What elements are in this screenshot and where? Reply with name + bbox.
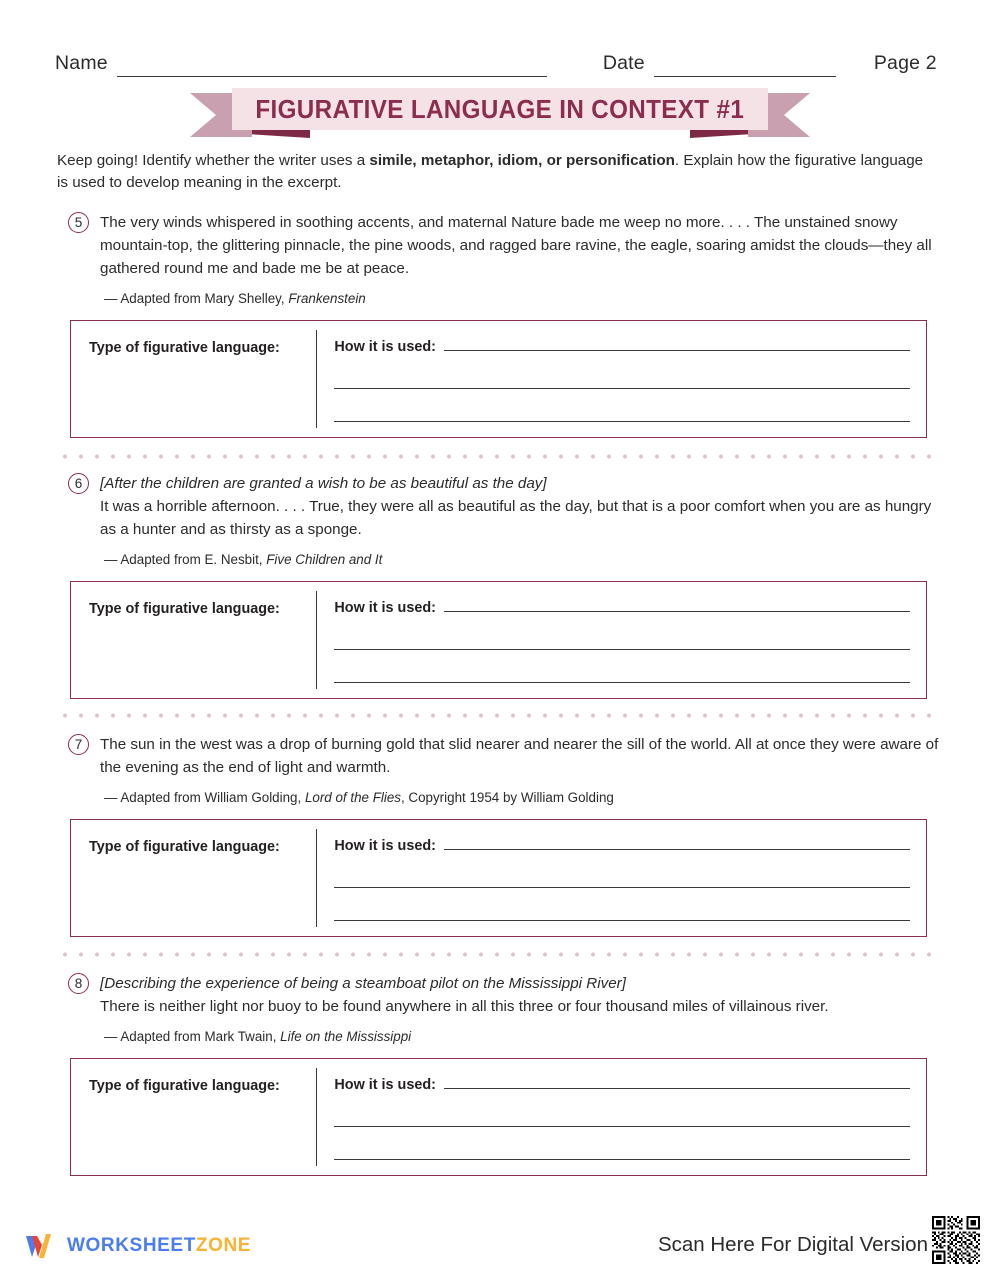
answer-box[interactable]: [70, 819, 927, 937]
worksheet-zone-logo[interactable]: [24, 1231, 251, 1261]
answer-box[interactable]: [70, 1058, 927, 1176]
section-divider: [57, 952, 943, 957]
logo-zone-text: ZONE: [195, 1235, 252, 1256]
answer-write-line[interactable]: [334, 920, 910, 921]
page-title: FIGURATIVE LANGUAGE IN CONTEXT #1: [255, 93, 745, 124]
answer-box[interactable]: [70, 581, 927, 699]
answer-write-line[interactable]: [334, 1159, 910, 1160]
section-divider: [57, 454, 943, 459]
source-prefix: — Adapted from William Golding,: [104, 790, 305, 805]
question-excerpt: It was a horrible afternoon. . . . True, they were all as beautiful as the day, but that is a poor comfort when you are as hungry as a hunter and as thirsty as a sponge.: [100, 498, 932, 538]
question-source: [57, 552, 943, 567]
question-number: 6: [68, 473, 89, 494]
how-it-is-used-label: How it is used:: [334, 339, 436, 355]
answer-write-line[interactable]: [334, 887, 910, 888]
question-number: 7: [68, 734, 89, 755]
source-prefix: — Adapted from E. Nesbit,: [104, 552, 267, 567]
question-block-8: [57, 972, 943, 1176]
question-context: [After the children are granted a wish to be as beautiful as the day]: [100, 475, 547, 492]
logo-w-icon: [24, 1231, 58, 1261]
page-header: [55, 52, 945, 82]
how-it-is-used-label: How it is used:: [334, 838, 436, 854]
instructions-part1: Keep going! Identify whether the writer uses a: [57, 152, 370, 169]
page-number: Page 2: [873, 52, 937, 74]
question-head: [57, 211, 943, 280]
question-number: 8: [68, 973, 89, 994]
answer-write-line[interactable]: [444, 1088, 910, 1089]
question-block-6: [57, 472, 943, 699]
answer-box-how-column[interactable]: [317, 321, 926, 437]
answer-write-line[interactable]: [334, 421, 910, 422]
answer-write-line[interactable]: [444, 849, 910, 850]
source-title: Life on the Mississippi: [280, 1029, 412, 1044]
source-title: Frankenstein: [288, 291, 366, 306]
logo-worksheet-text: WORKSHEET: [67, 1235, 196, 1256]
source-prefix: — Adapted from Mary Shelley,: [104, 291, 289, 306]
answer-box-how-column[interactable]: [317, 820, 926, 936]
logo-text: [67, 1235, 251, 1257]
question-excerpt: There is neither light nor buoy to be found anywhere in all this three or four thousand miles of villainous river.: [100, 998, 829, 1015]
name-label: Name: [55, 52, 108, 74]
banner-panel: [232, 88, 768, 130]
qr-code[interactable]: [929, 1213, 983, 1267]
question-context: [Describing the experience of being a steamboat pilot on the Mississippi River]: [100, 975, 626, 992]
question-source: [57, 1029, 943, 1044]
answer-box[interactable]: [70, 320, 927, 438]
how-it-is-used-label: How it is used:: [334, 600, 436, 616]
qr-code-image: [932, 1216, 980, 1264]
answer-box-type-column[interactable]: [71, 321, 316, 437]
name-write-line[interactable]: [117, 76, 547, 77]
instructions: [57, 150, 925, 194]
question-head: [57, 972, 943, 1018]
question-head: [57, 472, 943, 541]
source-suffix: , Copyright 1954 by William Golding: [400, 790, 614, 805]
source-title: Lord of the Flies: [304, 790, 401, 805]
question-number: 5: [68, 212, 89, 233]
type-of-figurative-language-label: Type of figurative language:: [89, 839, 280, 855]
title-banner: [190, 88, 810, 140]
question-source: [57, 291, 943, 306]
answer-box-type-column[interactable]: [71, 1059, 316, 1175]
instructions-part2: . Explain how the figurative language is used to develop meaning in the excerpt.: [57, 152, 924, 191]
type-of-figurative-language-label: Type of figurative language:: [89, 1078, 280, 1094]
date-write-line[interactable]: [654, 76, 836, 77]
answer-write-line[interactable]: [334, 388, 910, 389]
question-excerpt: The very winds whispered in soothing accents, and maternal Nature bade me weep no more. . . . The unstained snowy mountain-top, the glittering pinnacle, the pine woods, and ragged bare ravine, the eagle, soaring amidst the clouds—they all gathered round me and bade me be at peace.: [100, 214, 932, 277]
answer-box-type-column[interactable]: [71, 820, 316, 936]
instructions-bold-terms: simile, metaphor, idiom, or personification: [369, 152, 675, 169]
how-it-is-used-label: How it is used:: [334, 1077, 436, 1093]
question-excerpt: The sun in the west was a drop of burning gold that slid nearer and nearer the sill of the world. All at once they were aware of the evening as the end of light and warmth.: [100, 736, 939, 776]
answer-write-line[interactable]: [334, 1126, 910, 1127]
answer-write-line[interactable]: [334, 649, 910, 650]
date-label: Date: [602, 52, 645, 74]
answer-box-type-column[interactable]: [71, 582, 316, 698]
question-head: [57, 733, 943, 779]
scan-here-text: Scan Here For Digital Version: [657, 1233, 928, 1256]
question-block-5: [57, 211, 943, 438]
type-of-figurative-language-label: Type of figurative language:: [89, 340, 280, 356]
answer-write-line[interactable]: [444, 350, 910, 351]
question-source: [57, 790, 943, 805]
answer-write-line[interactable]: [334, 682, 910, 683]
section-divider: [57, 713, 943, 718]
answer-write-line[interactable]: [444, 611, 910, 612]
answer-box-how-column[interactable]: [317, 582, 926, 698]
question-block-7: [57, 733, 943, 937]
answer-box-how-column[interactable]: [317, 1059, 926, 1175]
type-of-figurative-language-label: Type of figurative language:: [89, 601, 280, 617]
source-prefix: — Adapted from Mark Twain,: [104, 1029, 281, 1044]
source-title: Five Children and It: [266, 552, 383, 567]
